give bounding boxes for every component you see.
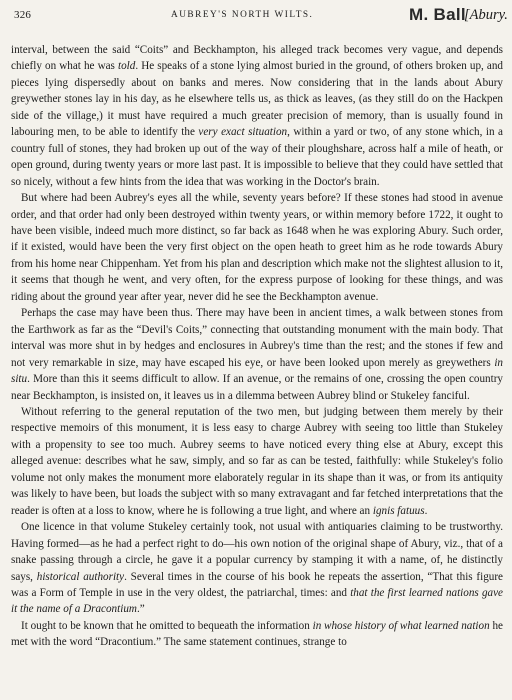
text-run: . More than this it seems difficult to allow. If an avenue, or the remains of one, crossing the open country near Beckhampton, is insisted on, it leaves us in a dilemma between Aubrey blind or Stukeley fanciful. [11,373,503,402]
paragraph [11,519,503,618]
paragraph [11,190,503,305]
text-run: he met with the word “Dracontium.” The same statement continues, strange to [11,619,503,649]
paragraph [11,305,503,404]
running-title: AUBREY'S NORTH WILTS. [171,10,314,20]
owner-stamp: M. Ball [409,5,466,24]
italic-text-run: very exact situation [198,126,288,139]
text-run: , within a yard or two, of any stone which, in a country full of stones, they had broken up out of the way of their ploughshare, across half a mile of heath, or open ground, during twenty years or more last past. It is impossible to believe that they could have settled that so nicely, without a few hints from the idea that was working in the Doctor's brain. [11,126,503,188]
body-text [11,42,503,651]
italic-text-run: in situ [11,356,503,386]
page-number: 326 [14,9,32,21]
page-header [11,4,508,32]
paragraph [11,618,503,651]
italic-text-run: in whose history of what learned nation [312,619,490,632]
text-run: . [424,504,428,517]
italic-text-run: told [117,60,136,73]
text-run: Perhaps the case may have been thus. There may have been in ancient times, a walk between stones from the Earthwork as far as the “Devil's Coits,” connecting that outstanding monument with the main body. That interval was more shut in by hedges and enclosures in Aubrey's time than the rest; and the stones if few and not very remarkable in size, may have escaped his eye, or have been looked upon merely as greywethers [11,307,503,369]
text-run: It ought to be known that he omitted to bequeath the information [21,619,313,632]
section-tag: [Abury. [464,7,508,23]
text-run: interval, between the said “Coits” and Beckhampton, his alleged track becomes very vague, and depends chiefly on what he was [11,44,503,73]
italic-text-run: ignis fatuus [372,504,425,517]
text-run: But where had been Aubrey's eyes all the while, seventy years before? If these stones had stood in avenue order, and that order had only been destroyed within twenty years, or within memory before 1722, it ought to have been visible, indeed much more distinct, so far back as 1648 when he was exploring Abury. Such order, if it existed, would have been the very first object on the open heath to greet him as he rode towards Abury from his home near Chippenham. Yet from his plan and description which make not the slightest allusion to it, it seems that though he went, and very often, for the express purpose of looking for these things, and was riding about the ground year after year, never did he see the Beckhampton avenue. [11,192,503,303]
text-run: One licence in that volume Stukeley certainly took, not usual with antiquaries claiming to be trustworthy. Having formed—as he had a perfect right to do—his own notion of the original shape of Abury, viz., that of a snake passing through a circle, he gave it a popular currency by stamping it with a name, of, he distinctly says, [11,521,503,583]
paragraph [11,404,503,519]
text-run: Without referring to the general reputation of the two men, but judging between them merely by their respective memoirs of this monument, it is less easy to charge Aubrey with seeing too little than Stukeley with a propensity to see too much. Aubrey seems to have noticed every thing else at Abury, except this alleged avenue: describes what he saw, simply, and so far as can be tested, faithfully: while Stukeley's folio volume not only makes the monument more elaborately regular in its shape than it was, or from its antiquity was likely to have been, but loads the subject with so many extravagant and far fetched interpretations that the reader is often at a loss to know, where he is following a true light, and where an [11,405,503,517]
paragraph [11,42,503,190]
italic-text-run: that the first learned nations gave it the name of a Dracontium [11,586,503,616]
text-run: .” [136,603,145,616]
text-run: . Several times in the course of his book he repeats the assertion, “That this figure was a Form of Temple in use in the very oldest, the patriarchal, times: and [11,570,503,599]
italic-text-run: historical authority [36,570,125,583]
text-run: . He speaks of a stone lying almost buried in the ground, of others broken up, and pieces lying dispersedly about on banks and meres. Now considering that in the lands about Abury greywether stones lay in his day, as he elsewhere tells us, as thick as leaves, (as they still do on the Hackpen side of the village,) it must have required a much greater precision of memory, than is usually found in labouring men, to be able to identify the [11,60,503,139]
